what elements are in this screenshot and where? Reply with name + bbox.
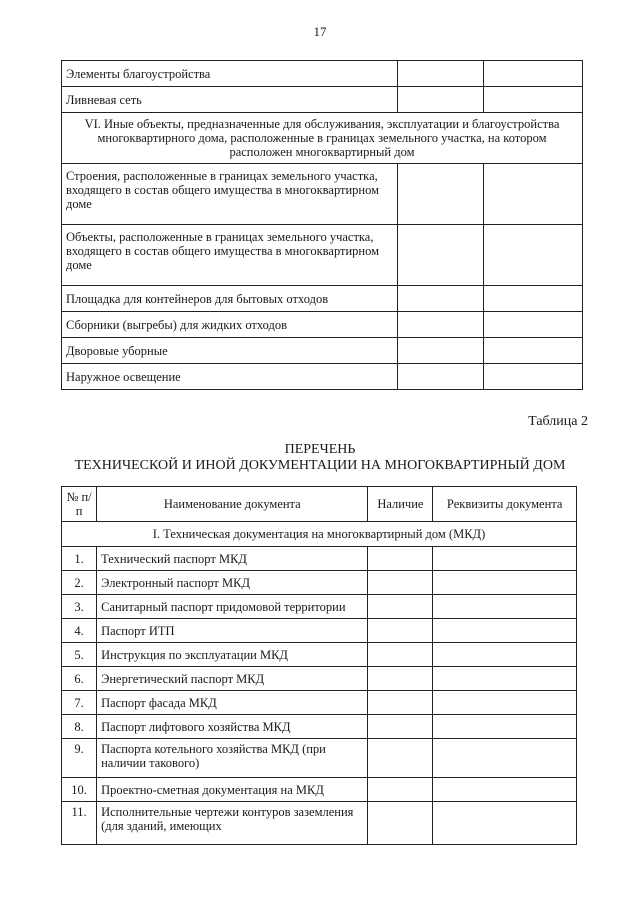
row-label: Объекты, расположенные в границах земельного участка, входящего в состав общего имущества в многоквартирном доме <box>62 225 398 286</box>
empty-cell <box>398 225 484 286</box>
empty-cell <box>433 667 577 691</box>
section-row <box>62 113 583 164</box>
row-name: Исполнительные чертежи контуров заземления (для зданий, имеющих <box>97 802 368 845</box>
table-row <box>62 802 577 845</box>
empty-cell <box>433 571 577 595</box>
table-row <box>62 547 577 571</box>
row-label: Ливневая сеть <box>62 87 398 113</box>
row-number: 7. <box>62 691 97 715</box>
row-name: Паспорт лифтового хозяйства МКД <box>97 715 368 739</box>
row-name: Санитарный паспорт придомовой территории <box>97 595 368 619</box>
header-number: № п/п <box>62 487 97 522</box>
empty-cell <box>368 595 433 619</box>
empty-cell <box>484 286 583 312</box>
documentation-table <box>61 486 577 845</box>
table-row <box>62 643 577 667</box>
empty-cell <box>398 364 484 390</box>
row-name: Паспорт фасада МКД <box>97 691 368 715</box>
empty-cell <box>398 286 484 312</box>
empty-cell <box>484 61 583 87</box>
row-label: Дворовые уборные <box>62 338 398 364</box>
row-number: 10. <box>62 778 97 802</box>
header-name: Наименование документа <box>97 487 368 522</box>
empty-cell <box>484 364 583 390</box>
empty-cell <box>433 715 577 739</box>
row-number: 5. <box>62 643 97 667</box>
row-number: 4. <box>62 619 97 643</box>
empty-cell <box>368 547 433 571</box>
objects-table <box>61 60 583 390</box>
row-name: Технический паспорт МКД <box>97 547 368 571</box>
table-row <box>62 364 583 390</box>
row-label: Площадка для контейнеров для бытовых отходов <box>62 286 398 312</box>
section-row <box>62 522 577 547</box>
empty-cell <box>368 778 433 802</box>
table-row <box>62 571 577 595</box>
empty-cell <box>433 802 577 845</box>
row-number: 8. <box>62 715 97 739</box>
header-row <box>62 487 577 522</box>
empty-cell <box>368 571 433 595</box>
empty-cell <box>484 164 583 225</box>
table-row <box>62 286 583 312</box>
table-row <box>62 595 577 619</box>
table-row <box>62 739 577 778</box>
empty-cell <box>433 595 577 619</box>
empty-cell <box>484 338 583 364</box>
empty-cell <box>433 691 577 715</box>
empty-cell <box>484 225 583 286</box>
row-number: 9. <box>62 739 97 778</box>
empty-cell <box>433 739 577 778</box>
table-row <box>62 715 577 739</box>
list-title-line1: ПЕРЕЧЕНЬ <box>284 442 356 457</box>
header-requisites: Реквизиты документа <box>433 487 577 522</box>
row-number: 3. <box>62 595 97 619</box>
empty-cell <box>398 87 484 113</box>
row-name: Инструкция по эксплуатации МКД <box>97 643 368 667</box>
empty-cell <box>433 643 577 667</box>
empty-cell <box>368 643 433 667</box>
empty-cell <box>368 802 433 845</box>
empty-cell <box>433 778 577 802</box>
empty-cell <box>368 691 433 715</box>
row-name: Электронный паспорт МКД <box>97 571 368 595</box>
row-number: 11. <box>62 802 97 845</box>
empty-cell <box>433 547 577 571</box>
empty-cell <box>398 61 484 87</box>
empty-cell <box>398 312 484 338</box>
section-title: VI. Иные объекты, предназначенные для обслуживания, эксплуатации и благоустройства многоквартирного дома, расположенные в границах земельного участка, на котором расположен многоквартирный дом <box>62 113 583 164</box>
table-row <box>62 225 583 286</box>
table-row <box>62 87 583 113</box>
section-title: I. Техническая документация на многоквартирный дом (МКД) <box>62 522 577 547</box>
table-row <box>62 619 577 643</box>
row-label: Строения, расположенные в границах земельного участка, входящего в состав общего имущества в многоквартирном доме <box>62 164 398 225</box>
empty-cell <box>398 164 484 225</box>
empty-cell <box>368 739 433 778</box>
table-row <box>62 691 577 715</box>
page-number: 17 <box>313 24 327 39</box>
empty-cell <box>484 87 583 113</box>
row-name: Паспорт ИТП <box>97 619 368 643</box>
empty-cell <box>433 619 577 643</box>
empty-cell <box>368 619 433 643</box>
empty-cell <box>368 667 433 691</box>
row-name: Энергетический паспорт МКД <box>97 667 368 691</box>
table-row <box>62 61 583 87</box>
empty-cell <box>484 312 583 338</box>
table-row <box>62 338 583 364</box>
row-number: 2. <box>62 571 97 595</box>
table-row <box>62 164 583 225</box>
row-label: Наружное освещение <box>62 364 398 390</box>
list-title-line2: ТЕХНИЧЕСКОЙ И ИНОЙ ДОКУМЕНТАЦИИ НА МНОГОКВАРТИРНЫЙ ДОМ <box>74 458 566 473</box>
table-row <box>62 667 577 691</box>
empty-cell <box>368 715 433 739</box>
table-row <box>62 778 577 802</box>
row-label: Элементы благоустройства <box>62 61 398 87</box>
header-availability: Наличие <box>368 487 433 522</box>
table-label: Таблица 2 <box>528 414 588 429</box>
empty-cell <box>398 338 484 364</box>
row-label: Сборники (выгребы) для жидких отходов <box>62 312 398 338</box>
row-number: 6. <box>62 667 97 691</box>
table-row <box>62 312 583 338</box>
row-name: Проектно-сметная документация на МКД <box>97 778 368 802</box>
row-number: 1. <box>62 547 97 571</box>
list-title <box>0 442 640 474</box>
row-name: Паспорта котельного хозяйства МКД (при наличии такового) <box>97 739 368 778</box>
